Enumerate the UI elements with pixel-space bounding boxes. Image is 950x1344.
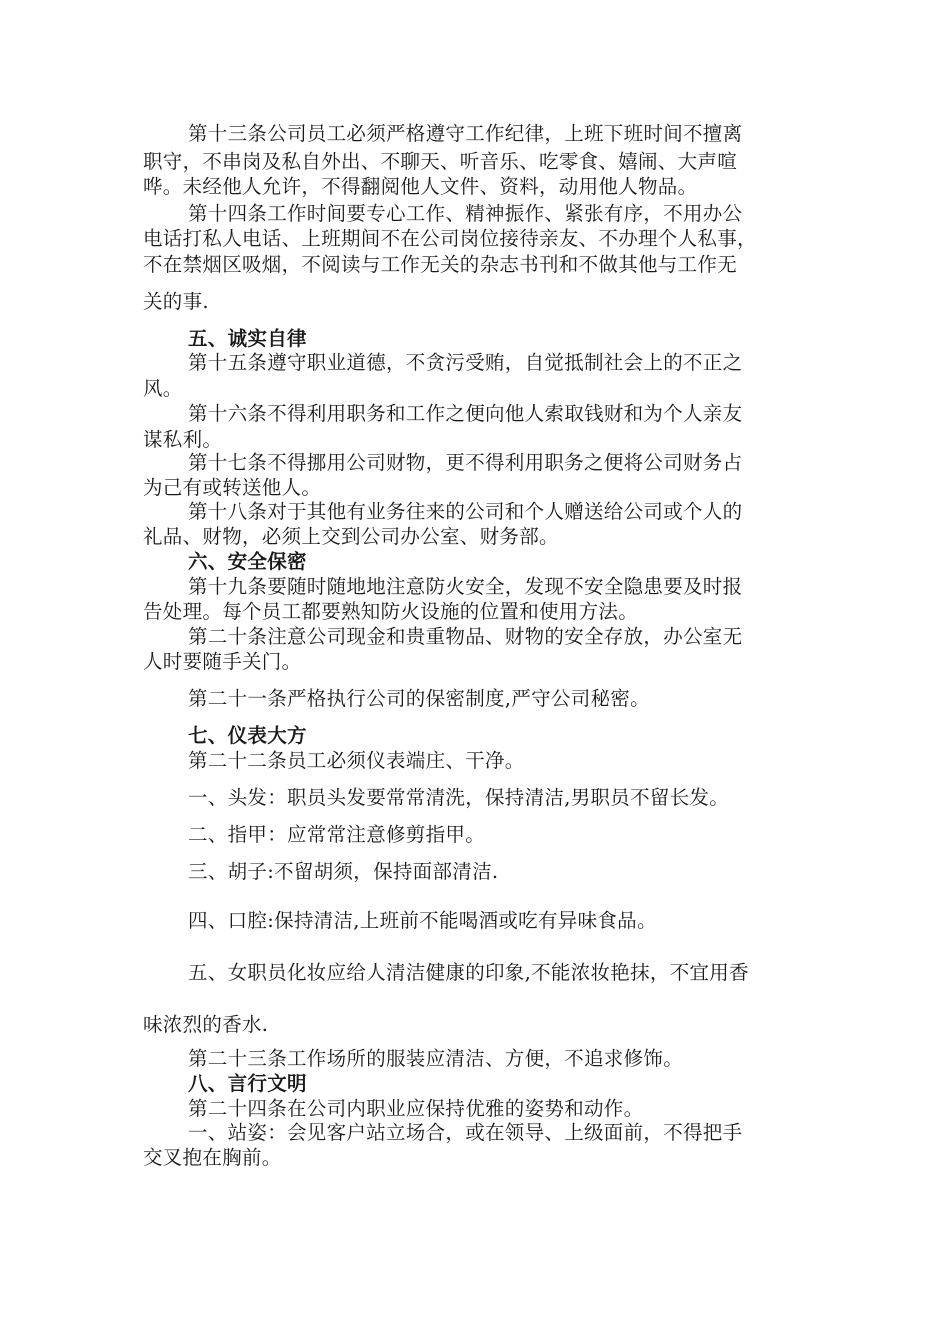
text-line: 谋私利。 — [143, 428, 223, 451]
text-line: 二、指甲：应常常注意修剪指甲。 — [188, 823, 486, 846]
text-line: 第十五条遵守职业道德，不贪污受贿，自觉抵制社会上的不正之 — [188, 351, 743, 374]
text-line: 电话打私人电话、上班期间不在公司岗位接待亲友、不办理个人私事， — [143, 227, 757, 250]
section-heading: 七、仪表大方 — [188, 724, 307, 747]
text-line: 一、站姿：会见客户站立场合，或在领导、上级面前，不得把手 — [188, 1121, 743, 1144]
text-line: 三、胡子:不留胡须，保持面部清洁. — [188, 860, 499, 883]
text-line: 第二十四条在公司内职业应保持优雅的姿势和动作。 — [188, 1097, 644, 1120]
text-line: 四、口腔:保持清洁,上班前不能喝酒或吃有异味食品。 — [188, 909, 657, 932]
text-line: 第二十三条工作场所的服装应清洁、方便，不追求修饰。 — [188, 1047, 684, 1070]
text-line: 礼品、财物，必须上交到公司办公室、财务部。 — [143, 525, 559, 548]
text-line: 第二十条注意公司现金和贵重物品、财物的安全存放，办公室无 — [188, 625, 743, 648]
text-line: 第十三条公司员工必须严格遵守工作纪律，上班下班时间不擅离 — [188, 122, 743, 145]
text-line: 一、头发：职员头发要常常清洗，保持清洁,男职员不留长发。 — [188, 786, 730, 809]
text-line: 第十九条要随时随地地注意防火安全，发现不安全隐患要及时报 — [188, 575, 743, 598]
text-line: 第十八条对于其他有业务往来的公司和个人赠送给公司或个人的 — [188, 500, 743, 523]
text-line: 哗。未经他人允许，不得翻阅他人文件、资料，动用他人物品。 — [143, 175, 698, 198]
text-line: 不在禁烟区吸烟，不阅读与工作无关的杂志书刊和不做其他与工作无 — [143, 253, 738, 276]
text-line: 人时要随手关门。 — [143, 650, 302, 673]
text-line: 为己有或转送他人。 — [143, 476, 322, 499]
text-line: 关的事. — [143, 290, 209, 313]
text-line: 交叉抱在胸前。 — [143, 1146, 282, 1169]
text-line: 第十六条不得利用职务和工作之便向他人索取钱财和为个人亲友 — [188, 402, 743, 425]
text-line: 职守，不串岗及私自外出、不聊天、听音乐、吃零食、嬉闹、大声喧 — [143, 150, 738, 173]
section-heading: 八、言行文明 — [188, 1072, 307, 1095]
text-line: 味浓烈的香水. — [143, 1013, 269, 1036]
text-line: 第二十一条严格执行公司的保密制度,严守公司秘密。 — [188, 687, 650, 710]
text-line: 风。 — [143, 377, 183, 400]
text-line: 第十四条工作时间要专心工作、精神振作、紧张有序，不用办公 — [188, 202, 743, 225]
text-line: 第二十二条员工必须仪表端庄、干净。 — [188, 749, 525, 772]
text-line: 第十七条不得挪用公司财物，更不得利用职务之便将公司财务占 — [188, 451, 743, 474]
section-heading: 六、安全保密 — [188, 550, 307, 573]
section-heading: 五、诚实自律 — [188, 327, 307, 350]
text-line: 五、女职员化妆应给人清洁健康的印象,不能浓妆艳抹，不宜用香 — [188, 961, 749, 984]
text-line: 告处理。每个员工都要熟知防火设施的位置和使用方法。 — [143, 600, 639, 623]
